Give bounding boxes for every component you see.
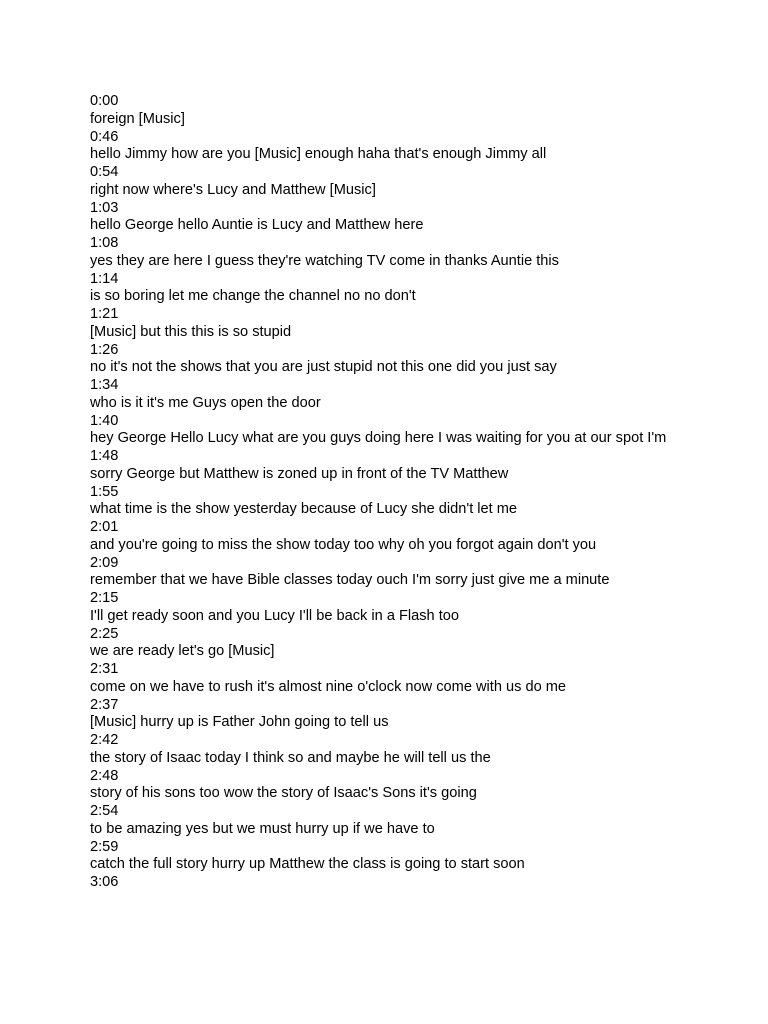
transcript-line: hello Jimmy how are you [Music] enough haha that's enough Jimmy all: [90, 146, 547, 163]
timestamp: 1:48: [90, 448, 119, 464]
transcript-line: who is it it's me Guys open the door: [90, 394, 321, 411]
timestamp: 1:21: [90, 306, 119, 322]
transcript-line: we are ready let's go [Music]: [90, 643, 275, 660]
transcript-line: story of his sons too wow the story of Isaac's Sons it's going: [90, 785, 477, 802]
timestamp: 2:31: [90, 661, 119, 677]
timestamp: 2:42: [90, 732, 119, 748]
transcript-line: sorry George but Matthew is zoned up in front of the TV Matthew: [90, 465, 509, 482]
timestamp: 2:59: [90, 838, 119, 855]
transcript-line: to be amazing yes but we must hurry up if we have to: [90, 820, 435, 837]
timestamp: 3:06: [90, 874, 119, 890]
timestamp: 2:48: [90, 767, 119, 784]
transcript-line: right now where's Lucy and Matthew [Music]: [90, 181, 376, 198]
transcript-line: what time is the show yesterday because of Lucy she didn't let me: [90, 501, 518, 518]
transcript-line: hey George Hello Lucy what are you guys doing here I was waiting for you at our spot I'm: [90, 430, 667, 447]
transcript-line: no it's not the shows that you are just stupid not this one did you just say: [90, 359, 557, 376]
timestamp: 0:46: [90, 128, 119, 145]
timestamp: 2:25: [90, 625, 119, 642]
timestamp: 0:00: [90, 93, 119, 109]
transcript-line: [Music] but this this is so stupid: [90, 323, 292, 340]
transcript-line: the story of Isaac today I think so and maybe he will tell us the: [90, 749, 491, 766]
timestamp: 2:54: [90, 803, 119, 819]
timestamp: 1:14: [90, 270, 119, 287]
timestamp: 0:54: [90, 164, 119, 180]
timestamp: 2:15: [90, 590, 119, 606]
transcript-line: I'll get ready soon and you Lucy I'll be back in a Flash too: [90, 607, 460, 624]
timestamp: 1:55: [90, 483, 119, 500]
timestamp: 2:09: [90, 554, 119, 571]
transcript-line: and you're going to miss the show today too why oh you forgot again don't you: [90, 536, 597, 553]
timestamp: 2:01: [90, 519, 119, 535]
transcript-page: [90, 93, 750, 892]
transcript-line: catch the full story hurry up Matthew the class is going to start soon: [90, 856, 525, 873]
transcript-line: hello George hello Auntie is Lucy and Matthew here: [90, 217, 424, 234]
transcript-line: foreign [Music]: [90, 110, 185, 127]
transcript-line: [Music] hurry up is Father John going to tell us: [90, 714, 389, 731]
transcript-line: is so boring let me change the channel no no don't: [90, 288, 416, 305]
timestamp: 1:26: [90, 341, 119, 358]
transcript-line: remember that we have Bible classes today ouch I'm sorry just give me a minute: [90, 572, 610, 589]
timestamp: 1:40: [90, 412, 119, 429]
transcript-line: yes they are here I guess they're watching TV come in thanks Auntie this: [90, 252, 559, 269]
transcript-line: come on we have to rush it's almost nine o'clock now come with us do me: [90, 678, 567, 695]
timestamp: 1:34: [90, 377, 119, 393]
timestamp: 2:37: [90, 696, 119, 713]
timestamp: 1:03: [90, 199, 119, 216]
timestamp: 1:08: [90, 235, 119, 251]
